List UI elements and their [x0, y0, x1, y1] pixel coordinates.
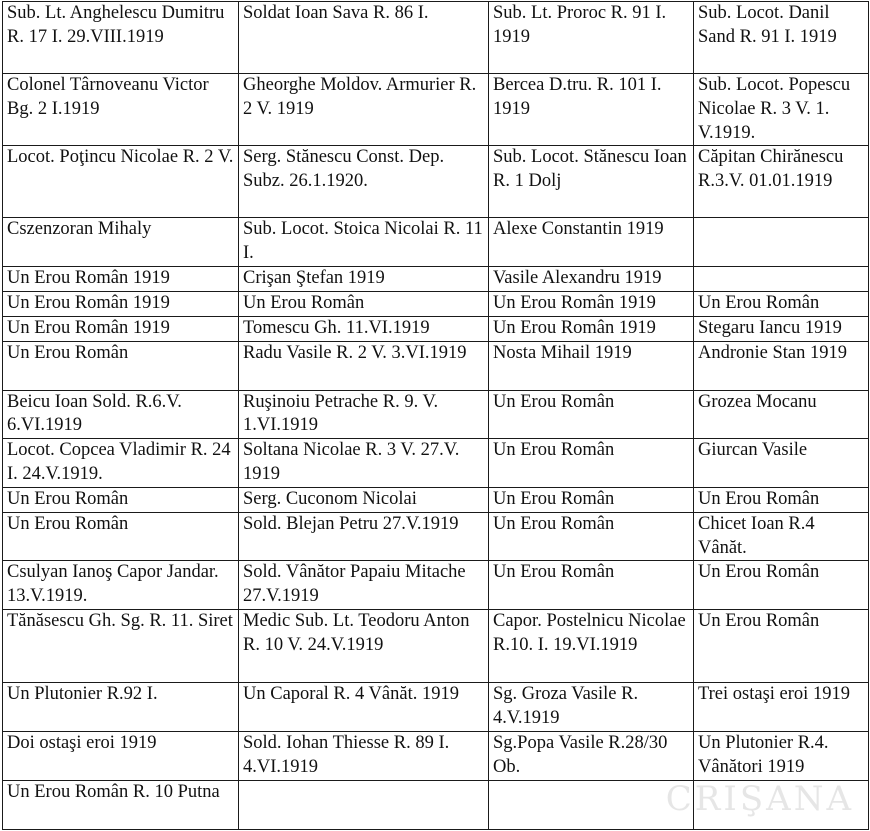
table-cell: Serg. Cuconom Nicolai	[239, 487, 489, 512]
table-cell: Doi ostaşi eroi 1919	[3, 731, 239, 780]
table-cell: Un Erou Român	[3, 487, 239, 512]
table-row	[3, 341, 869, 390]
table-row	[3, 731, 869, 780]
table-row	[3, 390, 869, 439]
table-cell: Sg.Popa Vasile R.28/30 Ob.	[489, 731, 694, 780]
table-row	[3, 610, 869, 683]
table-cell: Sub. Locot. Stănescu Ioan R. 1 Dolj	[489, 146, 694, 218]
table-cell: Locot. Copcea Vladimir R. 24 I. 24.V.1919.	[3, 439, 239, 488]
table-cell: Sub. Locot. Stoica Nicolai R. 11 I.	[239, 218, 489, 267]
table-cell: Un Erou Român 1919	[3, 316, 239, 341]
table-cell: Un Erou Român	[694, 487, 869, 512]
table-cell: Tomescu Gh. 11.VI.1919	[239, 316, 489, 341]
table-cell: Un Erou Român R. 10 Putna	[3, 780, 239, 829]
table-cell: Un Erou Român	[3, 512, 239, 561]
table-cell: Un Erou Român	[694, 610, 869, 683]
heroes-table	[2, 1, 869, 830]
table-cell: Nosta Mihail 1919	[489, 341, 694, 390]
table-body	[3, 2, 869, 830]
table-cell: Trei ostaşi eroi 1919	[694, 683, 869, 732]
table-cell: Un Erou Român	[694, 561, 869, 610]
table-cell: Sub. Lt. Proroc R. 91 I. 1919	[489, 2, 694, 74]
table-cell: Un Caporal R. 4 Vânăt. 1919	[239, 683, 489, 732]
table-cell: Sg. Groza Vasile R. 4.V.1919	[489, 683, 694, 732]
table-cell: Vasile Alexandru 1919	[489, 266, 694, 291]
table-row	[3, 561, 869, 610]
table-cell: Grozea Mocanu	[694, 390, 869, 439]
table-cell: Soldat Ioan Sava R. 86 I.	[239, 2, 489, 74]
table-row	[3, 266, 869, 291]
table-cell	[489, 780, 694, 829]
table-cell: Medic Sub. Lt. Teodoru Anton R. 10 V. 24.V.1919	[239, 610, 489, 683]
table-row	[3, 487, 869, 512]
table-cell: Căpitan Chirănescu R.3.V. 01.01.1919	[694, 146, 869, 218]
watermark-logo: CRIŞANA	[665, 779, 854, 819]
table-cell: Locot. Poţincu Nicolae R. 2 V.	[3, 146, 239, 218]
table-cell: Un Erou Român 1919	[3, 291, 239, 316]
table-cell: Chicet Ioan R.4 Vânăt.	[694, 512, 869, 561]
table-cell: Sub. Locot. Danil Sand R. 91 I. 1919	[694, 2, 869, 74]
table-row	[3, 439, 869, 488]
table-cell: Un Erou Român	[489, 439, 694, 488]
table-cell	[694, 780, 869, 829]
table-cell: Un Erou Român	[694, 291, 869, 316]
table-cell: Un Plutonier R.92 I.	[3, 683, 239, 732]
table-cell: Un Erou Român	[489, 390, 694, 439]
table-cell: Andronie Stan 1919	[694, 341, 869, 390]
table-row	[3, 291, 869, 316]
table-cell: Un Erou Român	[239, 291, 489, 316]
table-cell: Un Erou Român	[489, 512, 694, 561]
table-cell: Un Erou Român 1919	[3, 266, 239, 291]
table-cell: Sub. Lt. Anghelescu Dumitru R. 17 I. 29.VIII.1919	[3, 2, 239, 74]
table-cell: Sub. Locot. Popescu Nicolae R. 3 V. 1. V.1919.	[694, 74, 869, 146]
table-cell: Csulyan Ianoş Capor Jandar. 13.V.1919.	[3, 561, 239, 610]
table-cell	[694, 266, 869, 291]
table-cell: Alexe Constantin 1919	[489, 218, 694, 267]
table-cell: Sold. Blejan Petru 27.V.1919	[239, 512, 489, 561]
table-cell: Ruşinoiu Petrache R. 9. V. 1.VI.1919	[239, 390, 489, 439]
table-row	[3, 316, 869, 341]
table-row	[3, 146, 869, 218]
table-cell	[694, 218, 869, 267]
table-cell: Serg. Stănescu Const. Dep. Subz. 26.1.1920.	[239, 146, 489, 218]
table-cell: Un Erou Român 1919	[489, 316, 694, 341]
table-cell: Colonel Târnoveanu Victor Bg. 2 I.1919	[3, 74, 239, 146]
table-row	[3, 2, 869, 74]
table-cell: Un Plutonier R.4. Vânători 1919	[694, 731, 869, 780]
table-row	[3, 512, 869, 561]
table-row	[3, 780, 869, 829]
table-cell: Tănăsescu Gh. Sg. R. 11. Siret	[3, 610, 239, 683]
table-cell: Un Erou Român	[489, 561, 694, 610]
table-cell: Crişan Ştefan 1919	[239, 266, 489, 291]
table-cell: Radu Vasile R. 2 V. 3.VI.1919	[239, 341, 489, 390]
table-cell: Soltana Nicolae R. 3 V. 27.V. 1919	[239, 439, 489, 488]
table-row	[3, 683, 869, 732]
table-row	[3, 218, 869, 267]
table-cell: Stegaru Iancu 1919	[694, 316, 869, 341]
table-row	[3, 74, 869, 146]
table-cell: Gheorghe Moldov. Armurier R. 2 V. 1919	[239, 74, 489, 146]
table-cell: Sold. Vânător Papaiu Mitache 27.V.1919	[239, 561, 489, 610]
table-cell: Un Erou Român	[3, 341, 239, 390]
table-cell: Beicu Ioan Sold. R.6.V. 6.VI.1919	[3, 390, 239, 439]
table-cell: Un Erou Român	[489, 487, 694, 512]
table-cell: Capor. Postelnicu Nicolae R.10. I. 19.VI.1919	[489, 610, 694, 683]
table-cell	[239, 780, 489, 829]
table-cell: Cszenzoran Mihaly	[3, 218, 239, 267]
table-cell: Sold. Iohan Thiesse R. 89 I. 4.VI.1919	[239, 731, 489, 780]
table-cell: Giurcan Vasile	[694, 439, 869, 488]
table-cell: Un Erou Român 1919	[489, 291, 694, 316]
table-cell: Bercea D.tru. R. 101 I. 1919	[489, 74, 694, 146]
